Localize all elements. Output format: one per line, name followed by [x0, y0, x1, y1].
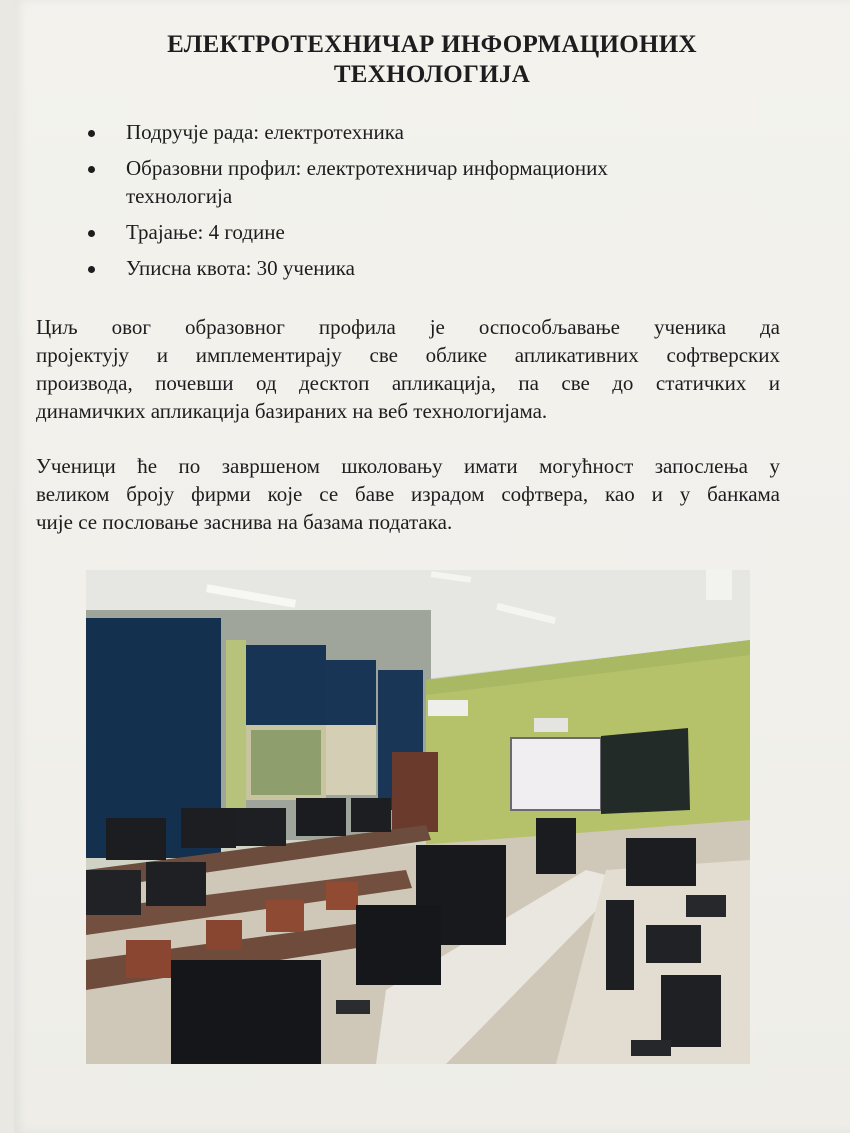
- list-item: [82, 218, 782, 246]
- fact-text: Уписна квота: 30 ученика: [126, 256, 355, 280]
- fact-text-continued: технологија: [126, 184, 233, 208]
- paragraph-employment: [36, 452, 780, 536]
- list-item: [82, 154, 782, 210]
- document-page: [14, 0, 850, 1133]
- paragraph-line: великом броју фирми које се баве израдом софтвера, као и у банкама: [36, 482, 780, 506]
- paragraph-line: динамичких апликација базираних на веб технологијама.: [36, 399, 548, 423]
- paragraph-line: Ученици ће по завршеном школовању имати могућност запослења у: [36, 454, 780, 478]
- fact-text: Подручје рада: електротехника: [126, 120, 404, 144]
- title-line-2: ТЕХНОЛОГИЈА: [333, 61, 531, 88]
- paragraph-goal: [36, 313, 780, 425]
- classroom-photo: [86, 570, 750, 1064]
- paragraph-line: Циљ овог образовног профила је оспособљавање ученика да: [36, 315, 780, 339]
- paragraph-line: производа, почевши од десктоп апликација, па све до статичких и: [36, 371, 780, 395]
- fact-text: Образовни профил: електротехничар информационих: [126, 156, 608, 180]
- list-item: [82, 118, 782, 146]
- paragraph-line: чије се пословање заснива на базама података.: [36, 510, 453, 534]
- page-title: [14, 30, 850, 90]
- fact-list: [82, 118, 782, 290]
- list-item: [82, 254, 782, 282]
- paragraph-line: пројектују и имплементирају све облике апликативних софтверских: [36, 343, 780, 367]
- title-line-1: ЕЛЕКТРОТЕХНИЧАР ИНФОРМАЦИОНИХ: [167, 31, 697, 58]
- fact-text: Трајање: 4 године: [126, 220, 285, 244]
